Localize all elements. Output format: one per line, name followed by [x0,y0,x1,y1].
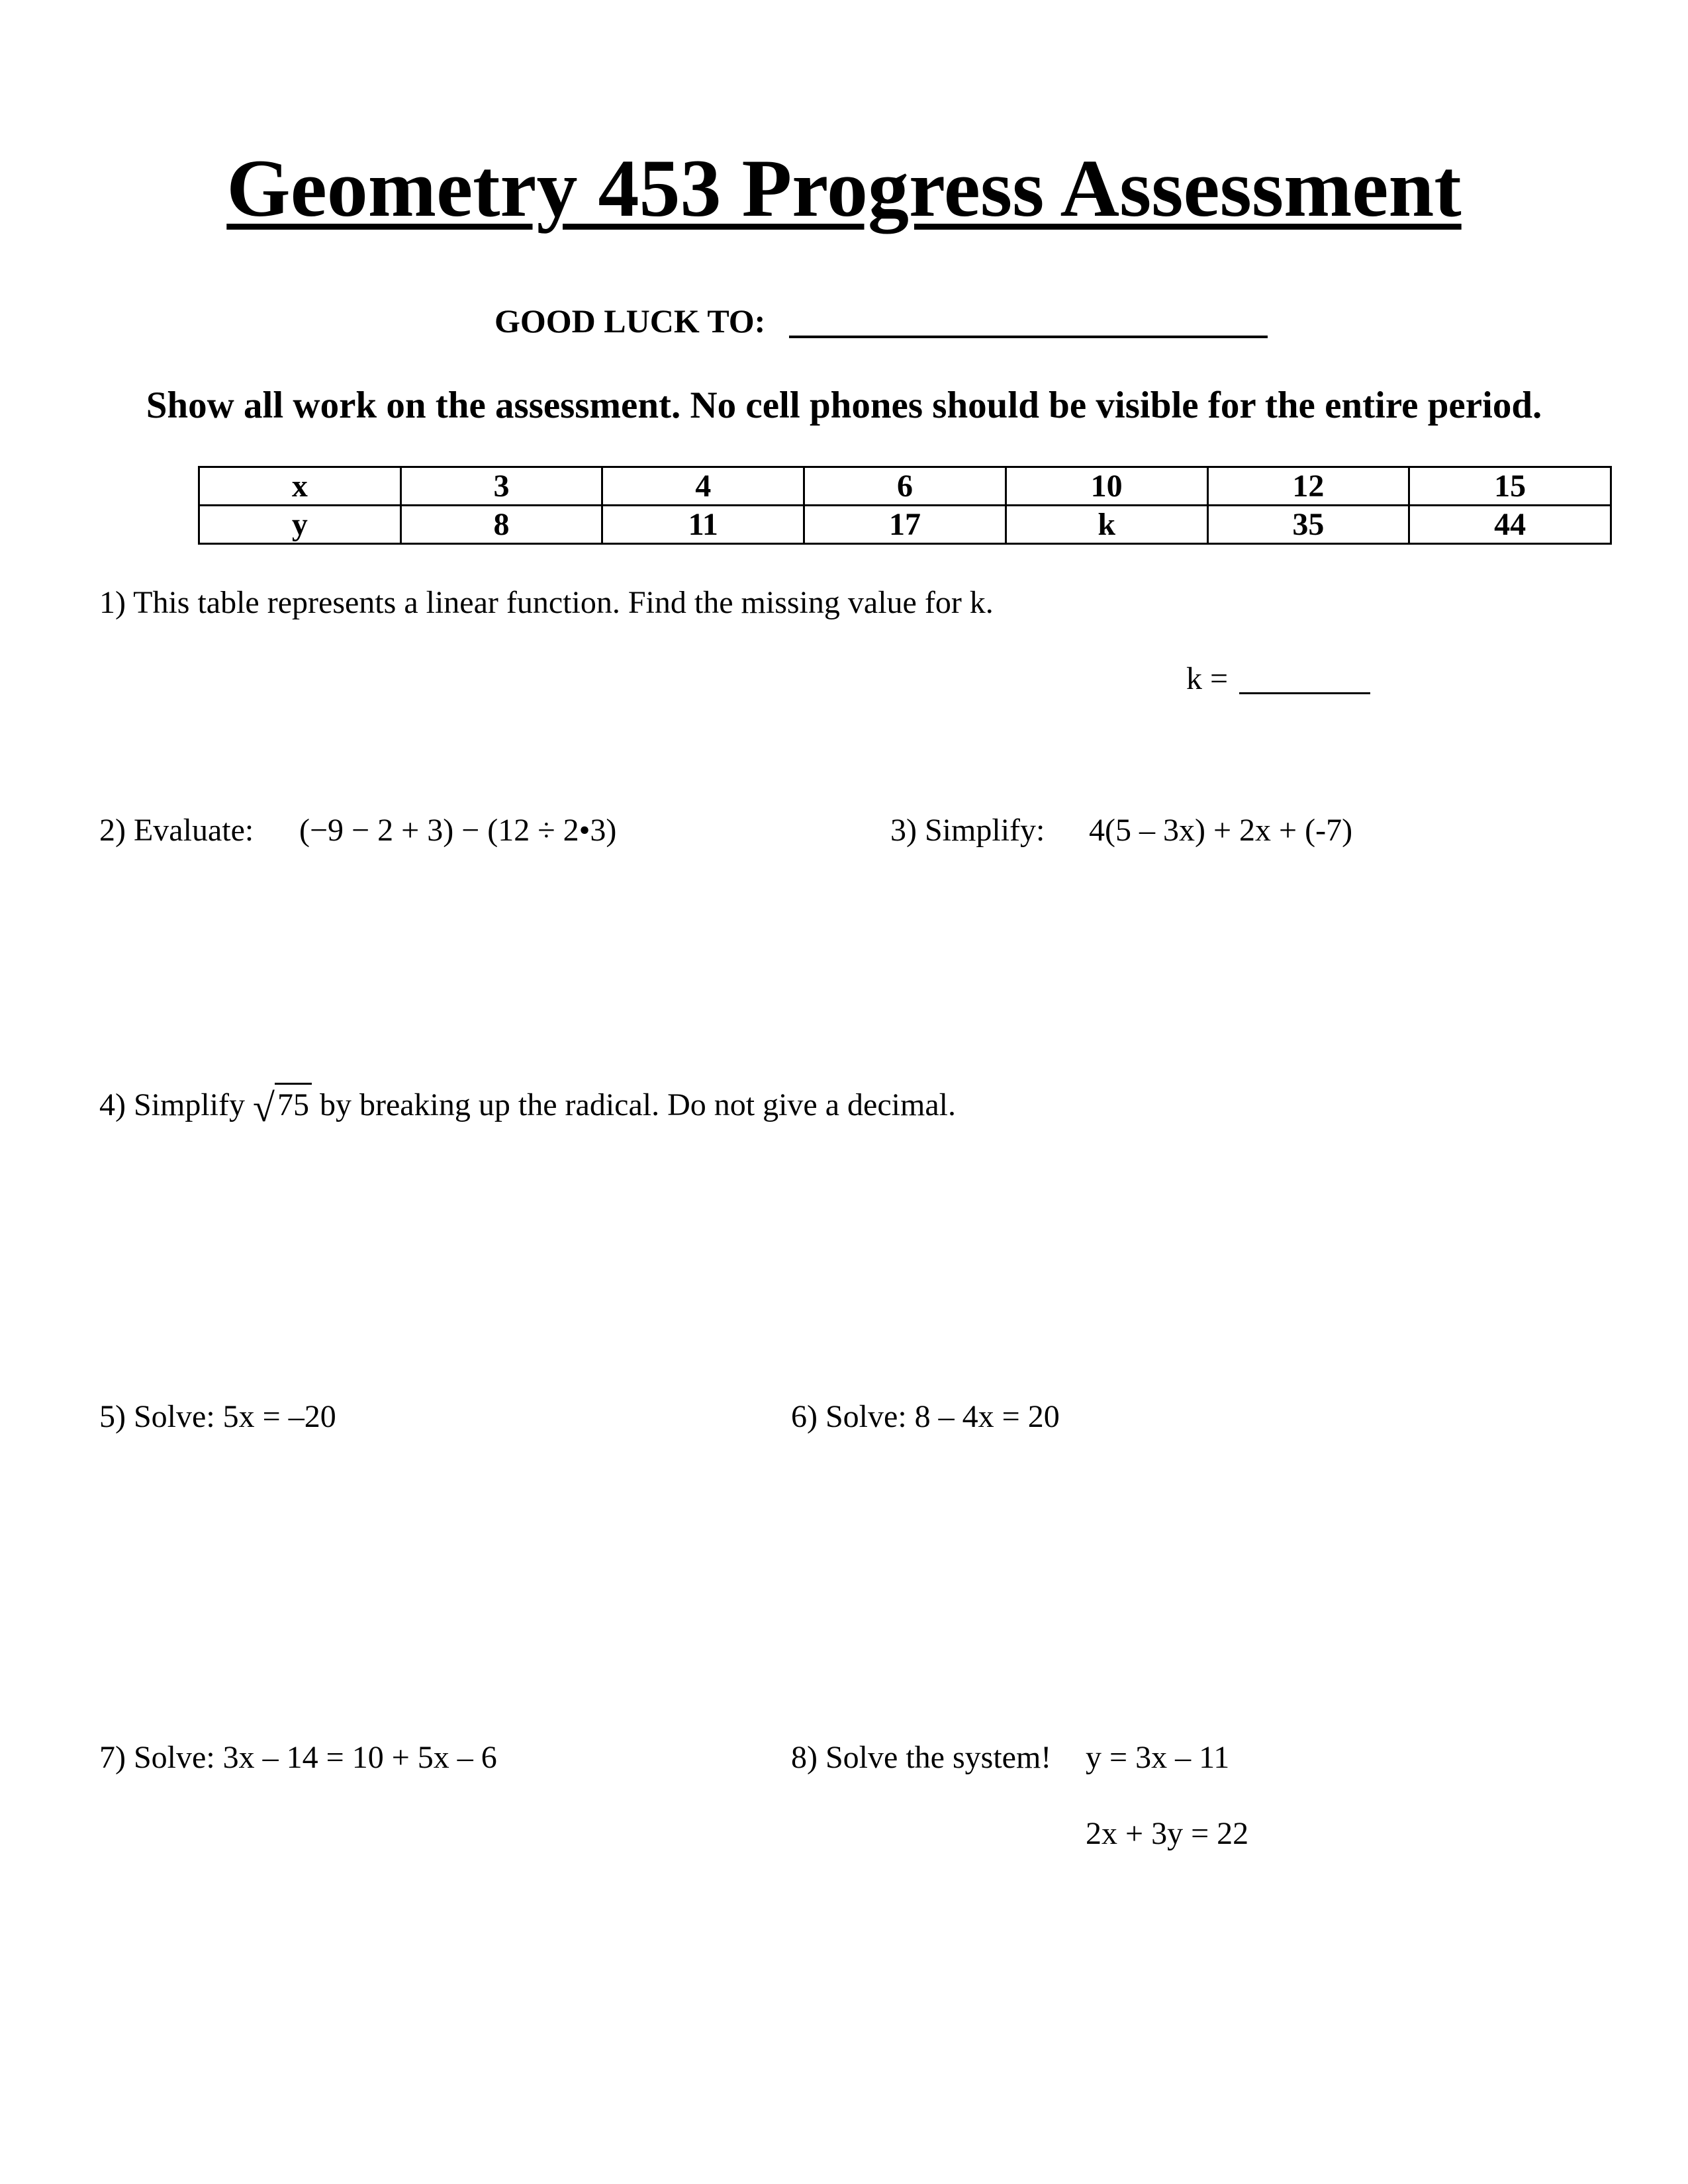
question-4-prefix: 4) Simplify [99,1087,246,1122]
k-answer-line [1239,692,1370,694]
table-cell: k [1006,506,1207,544]
question-8-label: 8) Solve the system! [791,1740,1052,1775]
table-cell: 4 [602,467,804,506]
question-3-label: 3) Simplify: [890,813,1045,848]
table-cell: 12 [1207,467,1409,506]
table-cell: y [199,506,401,544]
radical-sign: √ [253,1086,275,1130]
question-4 [99,1083,956,1130]
instructions: Show all work on the assessment. No cell phones should be visible for the entire period. [146,385,1542,426]
page-title [0,139,1688,238]
radicand: 75 [275,1083,312,1122]
table-cell: 8 [400,506,602,544]
question-7: 7) Solve: 3x – 14 = 10 + 5x – 6 [99,1740,497,1775]
question-5: 5) Solve: 5x = –20 [99,1399,336,1434]
question-4-suffix: by breaking up the radical. Do not give a decimal. [319,1087,956,1122]
table-cell: 11 [602,506,804,544]
question-2-label: 2) Evaluate: [99,813,254,848]
table-cell: 6 [804,467,1006,506]
page-title-text: Geometry 453 Progress Assessment [226,143,1462,234]
question-8-equation-1: y = 3x – 11 [1086,1740,1230,1775]
question-2-expression: (−9 − 2 + 3) − (12 ÷ 2•3) [299,813,617,848]
table-row-x [199,467,1611,506]
table-cell: 3 [400,467,602,506]
table-cell: 44 [1409,506,1611,544]
table-cell: 17 [804,506,1006,544]
k-answer-label: k = [1186,661,1229,696]
xy-table [198,466,1612,545]
question-8-equation-2: 2x + 3y = 22 [1086,1816,1249,1851]
radical-expression [253,1083,312,1130]
question-3-expression: 4(5 – 3x) + 2x + (-7) [1089,813,1353,848]
student-name-line [789,336,1268,338]
table-cell: 15 [1409,467,1611,506]
table-cell: 10 [1006,467,1207,506]
good-luck-label: GOOD LUCK TO: [494,302,766,340]
question-6: 6) Solve: 8 – 4x = 20 [791,1399,1060,1434]
table-cell: x [199,467,401,506]
table-row-y [199,506,1611,544]
question-1: 1) This table represents a linear function. Find the missing value for k. [99,585,994,620]
table-cell: 35 [1207,506,1409,544]
